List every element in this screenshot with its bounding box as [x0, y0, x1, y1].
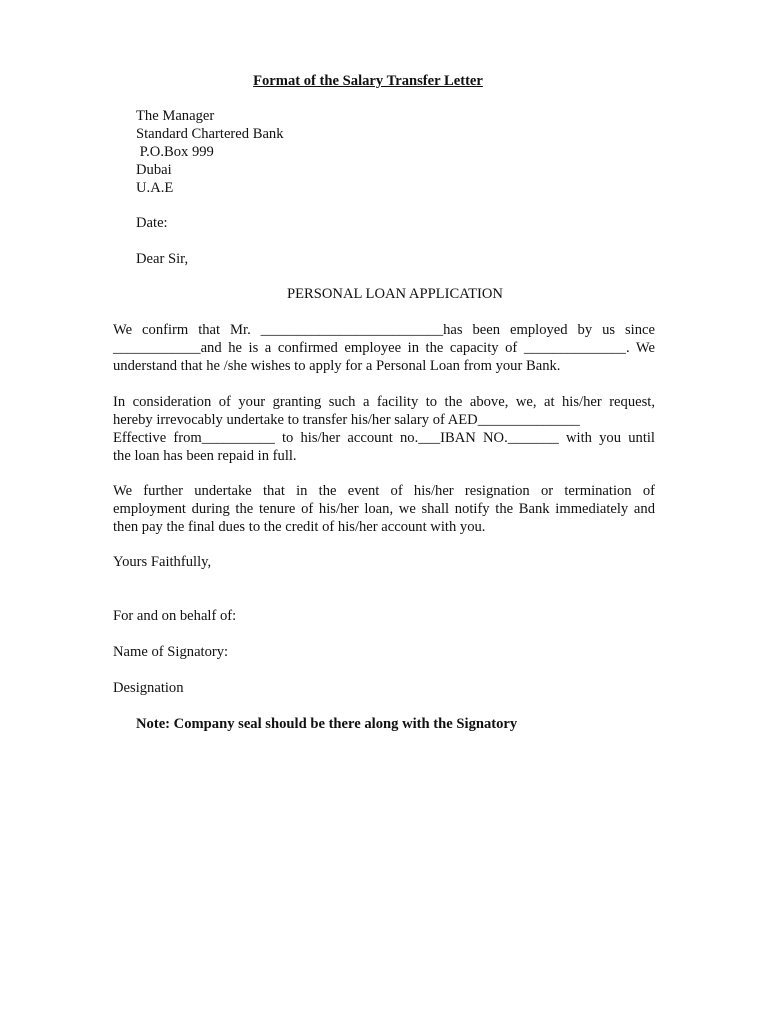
behalf-label: For and on behalf of:: [113, 608, 237, 624]
address-line-bank: Standard Chartered Bank: [136, 126, 284, 142]
paragraph-line: then pay the final dues to the credit of his/her account with you.: [113, 519, 486, 535]
address-line-country: U.A.E: [136, 180, 174, 196]
company-seal-note: Note: Company seal should be there along with the Signatory: [136, 716, 518, 732]
paragraph-confirmation: [113, 321, 655, 375]
address-line-pobox: P.O.Box 999: [136, 144, 214, 160]
address-line-city: Dubai: [136, 162, 172, 178]
paragraph-line: the loan has been repaid in full.: [113, 448, 297, 464]
paragraph-line: In consideration of your granting such a facility to the above, we, at his/her request,: [113, 394, 655, 410]
date-label: Date:: [136, 215, 168, 231]
signatory-label: Name of Signatory:: [113, 644, 229, 660]
document-title: Format of the Salary Transfer Letter: [253, 73, 483, 89]
paragraph-notification: [113, 482, 655, 536]
address-line-manager: The Manager: [136, 108, 215, 124]
paragraph-line: ____________and he is a confirmed employee in the capacity of ______________. We: [113, 340, 655, 356]
designation-label: Designation: [113, 680, 184, 696]
paragraph-line: employment during the tenure of his/her loan, we shall notify the Bank immediately and: [113, 501, 655, 517]
subject-line: PERSONAL LOAN APPLICATION: [287, 286, 503, 302]
salutation: Dear Sir,: [136, 251, 189, 267]
paragraph-line: Effective from__________ to his/her account no.___IBAN NO._______ with you until: [113, 430, 655, 446]
closing: Yours Faithfully,: [113, 554, 212, 570]
paragraph-undertaking: [113, 393, 655, 465]
paragraph-line: hereby irrevocably undertake to transfer his/her salary of AED______________: [113, 412, 580, 428]
paragraph-line: understand that he /she wishes to apply for a Personal Loan from your Bank.: [113, 358, 561, 374]
paragraph-line: We confirm that Mr. _________________________has been employed by us since: [113, 322, 655, 338]
paragraph-line: We further undertake that in the event of his/her resignation or termination of: [113, 483, 655, 499]
